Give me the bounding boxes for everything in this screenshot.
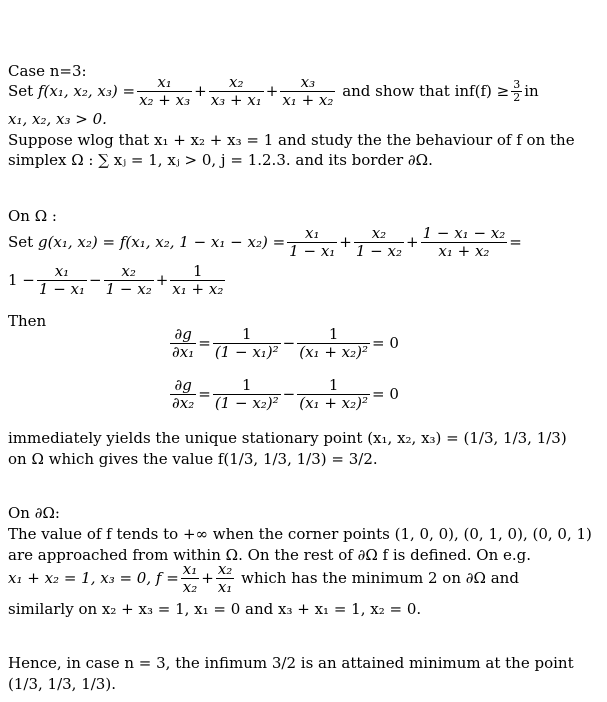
border-line-4: similarly on x₂ + x₃ = 1, x₁ = 0 and x₃ + x₁ = 1, x₂ = 0.	[8, 600, 422, 618]
wlog-line: Suppose wlog that x₁ + x₂ + x₃ = 1 and study the the behaviour of f on the	[8, 131, 575, 149]
three-halves: $\frac{3}{2}$	[513, 77, 521, 104]
d2-term-b: $\frac{1}{\text{(x₁ + x₂)²}}$	[299, 375, 369, 412]
hence-line-2: (1/3, 1/3, 1/3).	[8, 675, 116, 693]
then-word: Then	[8, 312, 47, 330]
g-simplified: 1 − $\frac{\text{x₁}}{\text{1 − x₁}}$ − $\frac{\text{x₂}}{\text{1 − x₂}}$ + $\frac{1}{\text{x₁ + x₂}}$	[8, 261, 224, 298]
show-text: and show that inf(f) ≥	[342, 82, 510, 100]
yield-line-1: immediately yields the unique stationary point (x₁, x₂, x₃) = (1/3, 1/3, 1/3)	[8, 429, 567, 447]
f-definition: Set f(x₁, x₂, x₃) = $\frac{\text{x₁}}{\text{x₂ + x₃}}$ + $\frac{\text{x₂}}{\text{x₃ + x₁}}$ + $\frac{\text{x₃}}{\text{x₁ + x₂}}$ and show that inf(f) ≥ $\frac{3}{2}$ in	[8, 72, 539, 109]
positivity-line: x₁, x₂, x₃ > 0.	[8, 110, 107, 128]
g2-frac-3: $\frac{1}{\text{x₁ + x₂}}$	[172, 261, 224, 298]
yield-line-2: on Ω which gives the value f(1/3, 1/3, 1/3) = 3/2.	[8, 450, 378, 468]
g2-frac-1: $\frac{\text{x₁}}{\text{1 − x₁}}$	[38, 261, 86, 298]
border-line3-post: which has the minimum 2 on ∂Ω and	[241, 569, 519, 587]
dg-dx2: $\frac{\partial g}{\text{∂x₂}}$	[172, 375, 195, 412]
partial-x2-equation: $\frac{\partial g}{\text{∂x₂}}$ = $\frac{1}{\text{(1 − x₂)²}}$ − $\frac{1}{\text{(x₁ + x₂)²}}$ = 0	[172, 375, 399, 412]
g-def-lhs: g(x₁, x₂) = f(x₁, x₂, 1 − x₁ − x₂) =	[37, 233, 286, 251]
g-frac-1: $\frac{\text{x₁}}{\text{1 − x₁}}$	[289, 223, 336, 260]
simplex-line: simplex Ω : ∑ xⱼ = 1, xⱼ > 0, j = 1.2.3. and its border ∂Ω.	[8, 151, 433, 169]
border-line-1: The value of f tends to +∞ when the corner points (1, 0, 0), (0, 1, 0), (0, 0, 1)	[8, 525, 592, 543]
in-word: in	[524, 82, 539, 100]
d1-term-a: $\frac{1}{\text{(1 − x₁)²}}$	[214, 324, 279, 361]
d1-term-b: $\frac{1}{\text{(x₁ + x₂)²}}$	[299, 324, 369, 361]
f-def-lhs: f(x₁, x₂, x₃) =	[37, 82, 136, 100]
g2-one: 1 −	[8, 271, 35, 289]
f-frac-3: $\frac{\text{x₃}}{\text{x₁ + x₂}}$	[282, 72, 334, 109]
g-frac-2: $\frac{\text{x₂}}{\text{1 − x₂}}$	[355, 223, 402, 260]
set-word: Set	[8, 82, 34, 100]
set-word-2: Set	[8, 233, 34, 251]
f-frac-2: $\frac{\text{x₂}}{\text{x₃ + x₁}}$	[210, 72, 262, 109]
border-line-3: x₁ + x₂ = 1, x₃ = 0, f = $\frac{\text{x₁}}{\text{x₂}}$ + $\frac{\text{x₂}}{\text{x₁}}$ which has the minimum 2 on ∂Ω and	[8, 559, 519, 596]
partial-x1-equation: $\frac{\partial g}{\text{∂x₁}}$ = $\frac{1}{\text{(1 − x₁)²}}$ − $\frac{1}{\text{(x₁ + x₂)²}}$ = 0	[172, 324, 399, 361]
on-border-heading: On ∂Ω:	[8, 504, 60, 522]
f-frac-1: $\frac{\text{x₁}}{\text{x₂ + x₃}}$	[139, 72, 191, 109]
d2-term-a: $\frac{1}{\text{(1 − x₂)²}}$	[214, 375, 279, 412]
case-title: Case n=3:	[8, 62, 87, 80]
b-frac-2: $\frac{\text{x₂}}{\text{x₁}}$	[217, 559, 233, 596]
g-frac-3: $\frac{\text{1 − x₁ − x₂}}{\text{x₁ + x₂}}$	[422, 223, 506, 260]
eq-zero-2: = 0	[372, 385, 399, 403]
g2-frac-2: $\frac{\text{x₂}}{\text{1 − x₂}}$	[105, 261, 152, 298]
eq-zero-1: = 0	[372, 334, 399, 352]
on-omega-heading: On Ω :	[8, 207, 57, 225]
hence-line-1: Hence, in case n = 3, the infimum 3/2 is an attained minimum at the point	[8, 654, 574, 672]
border-line3-pre: x₁ + x₂ = 1, x₃ = 0, f =	[8, 569, 179, 587]
border-line-2: are approached from within Ω. On the rest of ∂Ω f is defined. On e.g.	[8, 546, 532, 564]
b-frac-1: $\frac{\text{x₁}}{\text{x₂}}$	[182, 559, 198, 596]
g-definition: Set g(x₁, x₂) = f(x₁, x₂, 1 − x₁ − x₂) = $\frac{\text{x₁}}{\text{1 − x₁}}$ + $\frac{\text{x₂}}{\text{1 − x₂}}$ + $\frac{\text{1 − x₁ − x₂}}{\text{x₁ + x₂}}$ =	[8, 223, 522, 260]
dg-dx1: $\frac{\partial g}{\text{∂x₁}}$	[172, 324, 195, 361]
